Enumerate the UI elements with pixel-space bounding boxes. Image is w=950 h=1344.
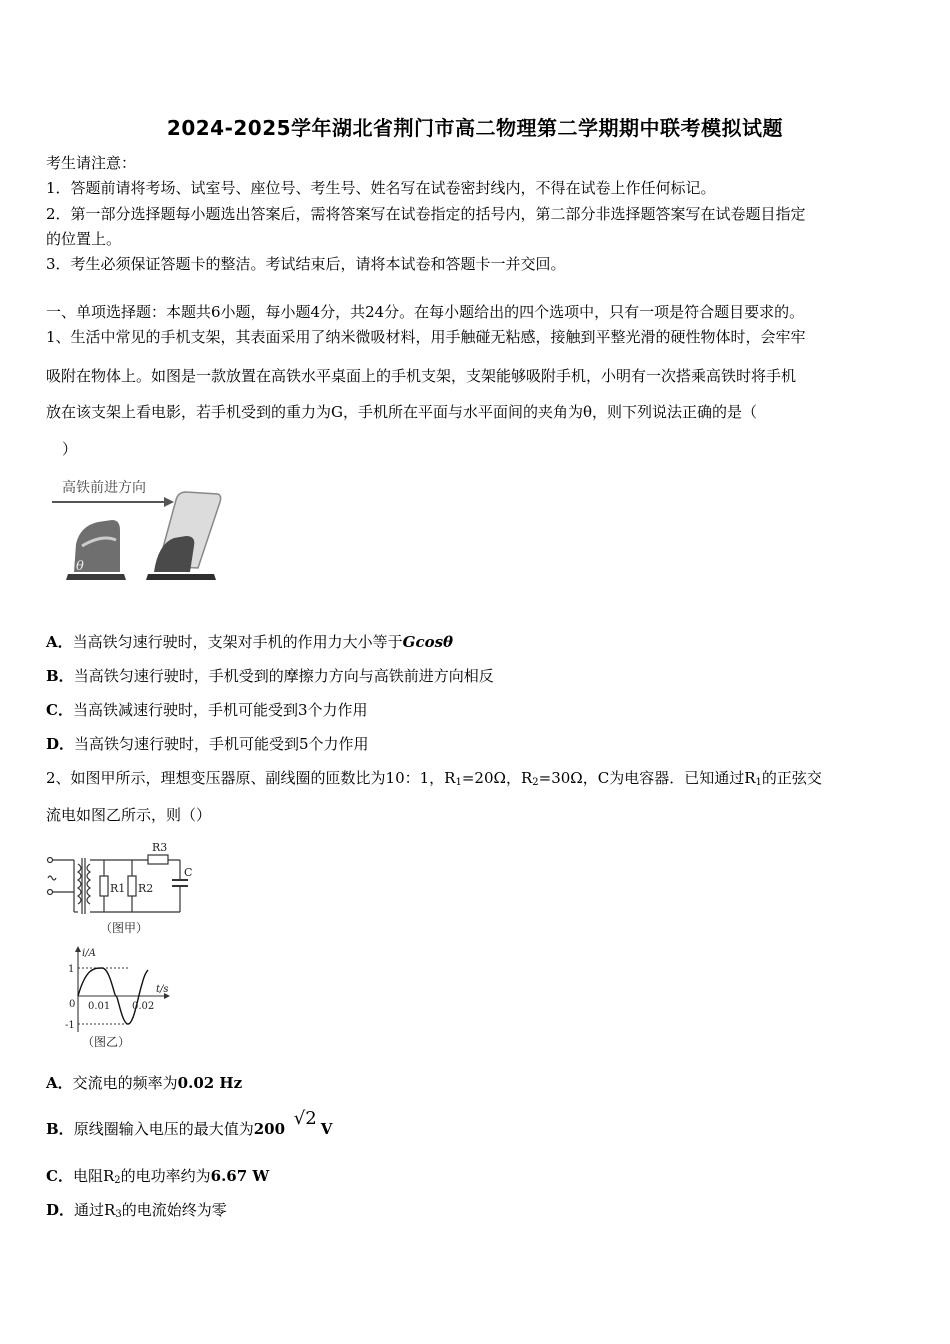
fig2-caption: （图乙） (82, 1035, 131, 1049)
x-axis-label: t/s (156, 984, 169, 995)
q2-line-1: 2、如图甲所示，理想变压器原、副线圈的匝数比为10：1，$R_1=20\Omega$，$R_2=30\Omega$，C为电容器．已知通过$R_1$的正弦交 (46, 769, 822, 788)
q2-option-d: D．通过$R_3$的电流始终为零 (46, 1201, 227, 1220)
notice-item-3: 3．考生必须保证答题卡的整洁。考试结束后，请将本试卷和答题卡一并交回。 (46, 255, 566, 273)
page-title: 2024-2025学年湖北省荆门市高二物理第二学期期中联考模拟试题 (166, 116, 784, 140)
q2-line-2: 流电如图乙所示，则（） (46, 806, 212, 824)
q1-line-2: 吸附在物体上。如图是一款放置在高铁水平桌面上的手机支架，支架能够吸附手机，小明有一次搭乘高铁时将手机 (46, 367, 797, 385)
circuit-figure (42, 838, 202, 940)
direction-arrow-head (164, 497, 174, 507)
secondary-coil (87, 864, 90, 904)
q2-option-a: A．交流电的频率为0.02 Hz (46, 1074, 243, 1092)
r3-label: R3 (152, 841, 168, 854)
q1-option-c: C．当高铁减速行驶时，手机可能受到3个力作用 (46, 701, 368, 719)
q1-line-1: 1、生活中常见的手机支架，其表面采用了纳米微吸材料，用手触碰无粘感，接触到平整光滑的硬性物体时，会牢牢 (46, 328, 806, 346)
current-graph-figure (56, 944, 186, 1054)
notice-item-2: 2．第一部分选择题每小题选出答案后，需将答案写在试卷指定的括号内，第二部分非选择题答案写在试卷题目指定 (46, 205, 806, 223)
input-terminal-bottom (48, 890, 53, 895)
origin-label: 0 (69, 999, 76, 1010)
y-tick-bottom: -1 (65, 1020, 75, 1031)
q1-line-3: 放在该支架上看电影，若手机受到的重力为G，手机所在平面与水平面间的夹角为θ，则下列说法正确的是（ (46, 403, 758, 421)
resistor-r3 (148, 855, 168, 864)
q2-option-c: C．电阻$R_2$的电功率约为6.67 W (46, 1167, 270, 1186)
section-heading: 一、单项选择题：本题共6小题，每小题4分，共24分。在每小题给出的四个选项中，只有一项是符合题目要求的。 (46, 303, 805, 321)
left-stand-base (66, 574, 126, 580)
fig1-caption: （图甲） (100, 921, 149, 935)
y-tick-top: 1 (68, 964, 75, 975)
sqrt2: √2 (293, 1108, 317, 1129)
right-stand (154, 536, 194, 572)
y-axis-label: i/A (82, 948, 96, 959)
x-tick-1: 0.01 (88, 1001, 111, 1012)
q2-option-b: B．原线圈输入电压的最大值为200 √2 V (46, 1108, 333, 1138)
ac-source-icon (48, 876, 56, 880)
primary-coil (78, 864, 81, 904)
c-label: C (184, 866, 193, 879)
angle-label: θ (76, 559, 84, 574)
phone-stand-figure (46, 474, 226, 589)
r1-label: R1 (110, 882, 126, 895)
notice-item-1: 1．答题前请将考场、试室号、座位号、考生号、姓名写在试卷密封线内，不得在试卷上作任何标记。 (46, 179, 716, 197)
r2-label: R2 (138, 882, 154, 895)
notice-item-2-cont: 的位置上。 (46, 230, 122, 248)
resistor-r1 (100, 876, 108, 896)
direction-label: 高铁前进方向 (62, 480, 146, 496)
notice-heading: 考生请注意： (46, 154, 137, 172)
q1-line-4: ） (62, 440, 78, 458)
q1-option-d: D．当高铁匀速行驶时，手机可能受到5个力作用 (46, 735, 369, 753)
x-tick-2: 0.02 (132, 1001, 155, 1012)
resistor-r2 (128, 876, 136, 896)
y-axis-arrow (75, 946, 81, 952)
q1-option-a: A．当高铁匀速行驶时，支架对手机的作用力大小等于Gcosθ (46, 633, 454, 651)
q1-option-b: B．当高铁匀速行驶时，手机受到的摩擦力方向与高铁前进方向相反 (46, 667, 494, 685)
input-terminal-top (48, 858, 53, 863)
right-stand-base (146, 574, 216, 580)
